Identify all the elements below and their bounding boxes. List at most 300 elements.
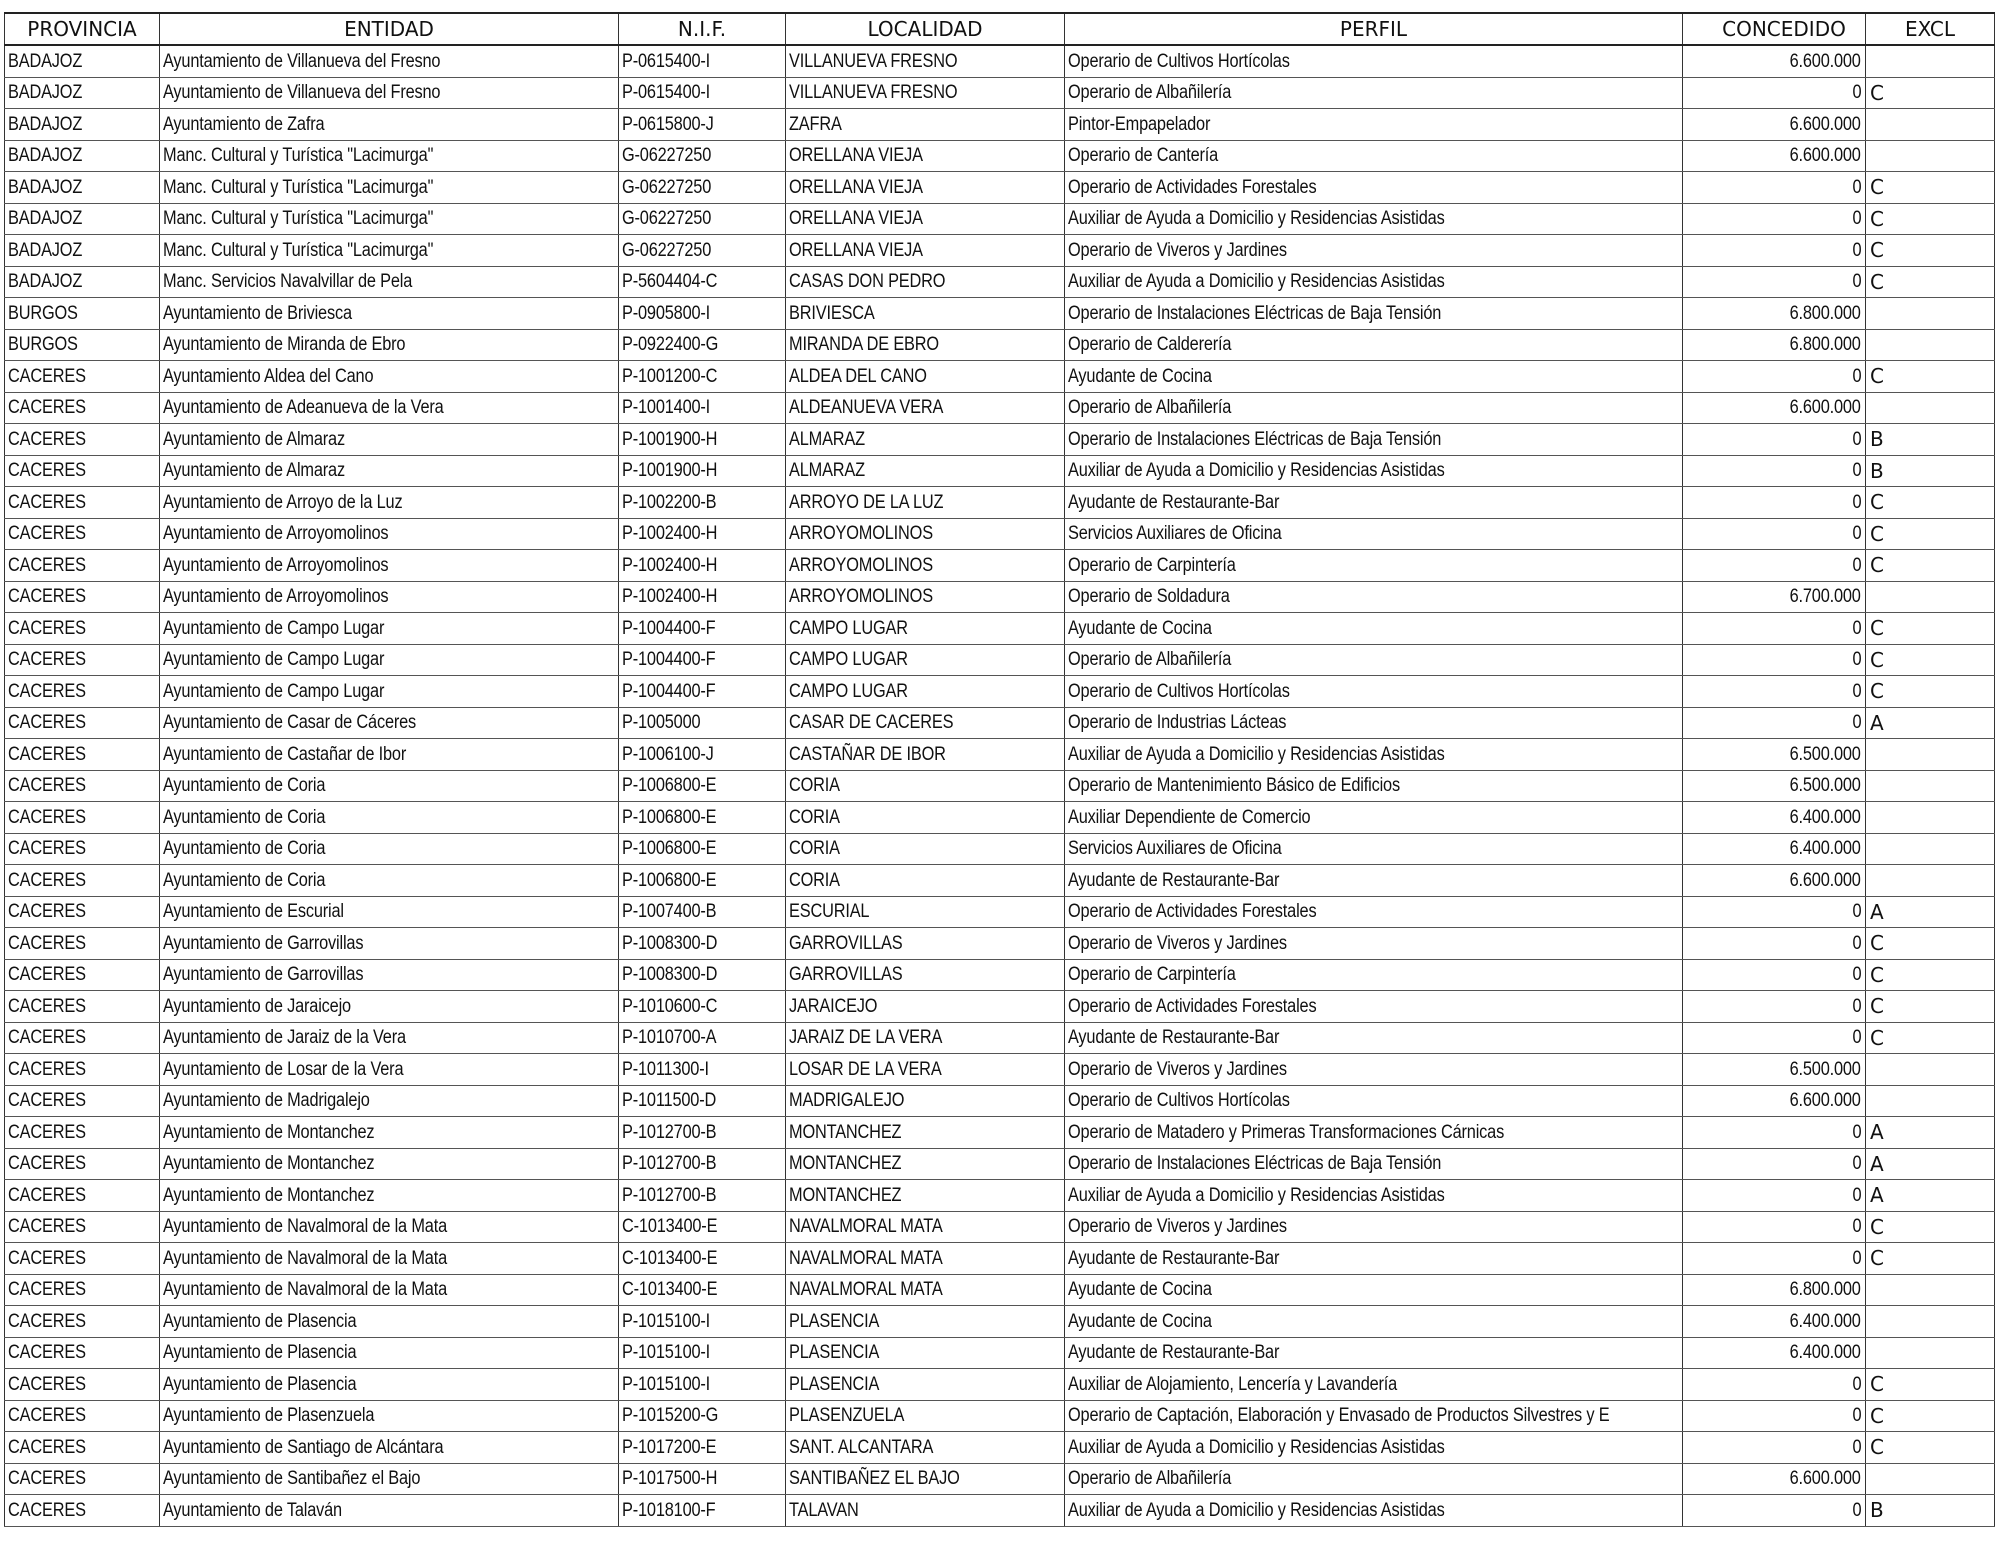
cell-perfil (1065, 109, 1683, 141)
table-body (5, 45, 1995, 1526)
cell-perfil-text: Operario de Carpintería (1068, 554, 1236, 576)
cell-concedido-text: 0 (1852, 460, 1861, 482)
cell-provincia (5, 802, 160, 834)
cell-entidad (160, 928, 619, 960)
cell-concedido-text: 6.500.000 (1789, 1058, 1861, 1080)
cell-nif-text: P-1001200-C (622, 365, 718, 387)
cell-perfil-text: Operario de Cantería (1068, 145, 1219, 167)
cell-nif-text: P-1012700-B (622, 1184, 717, 1206)
cell-concedido-text: 6.600.000 (1789, 1468, 1861, 1490)
cell-entidad-text: Ayuntamiento de Briviesca (163, 302, 352, 324)
cell-localidad (786, 644, 1065, 676)
cell-nif-text: P-1011300-I (622, 1058, 709, 1080)
cell-localidad-text: CASTAÑAR DE IBOR (789, 743, 946, 765)
cell-localidad (786, 109, 1065, 141)
cell-provincia-text: CACERES (8, 1373, 86, 1395)
cell-entidad (160, 1085, 619, 1117)
cell-concedido (1683, 896, 1866, 928)
cell-provincia-text: BADAJOZ (8, 50, 83, 72)
cell-nif-text: P-0615400-I (622, 82, 711, 104)
cell-concedido (1683, 1274, 1866, 1306)
cell-excl: C (1866, 77, 1995, 109)
cell-nif (619, 1085, 786, 1117)
cell-provincia-text: CACERES (8, 1058, 86, 1080)
cell-localidad-text: SANT. ALCANTARA (789, 1436, 934, 1458)
cell-localidad (786, 1274, 1065, 1306)
cell-entidad (160, 140, 619, 172)
cell-concedido (1683, 329, 1866, 361)
cell-nif (619, 1400, 786, 1432)
cell-concedido-text: 6.500.000 (1789, 743, 1861, 765)
cell-localidad (786, 1085, 1065, 1117)
table-row (5, 1211, 1995, 1243)
cell-excl: C (1866, 235, 1995, 267)
cell-provincia-text: CACERES (8, 1436, 86, 1458)
cell-excl: C (1866, 550, 1995, 582)
cell-localidad (786, 329, 1065, 361)
cell-localidad-text: CAMPO LUGAR (789, 649, 908, 671)
cell-entidad (160, 1054, 619, 1086)
cell-localidad-text: ORELLANA VIEJA (789, 176, 923, 198)
cell-provincia-text: CACERES (8, 1090, 86, 1112)
cell-localidad (786, 1211, 1065, 1243)
cell-nif (619, 1306, 786, 1338)
cell-excl: C (1866, 1369, 1995, 1401)
cell-perfil (1065, 1054, 1683, 1086)
cell-nif-text: P-1010600-C (622, 995, 718, 1017)
cell-localidad-text: MONTANCHEZ (789, 1153, 902, 1175)
cell-localidad-text: CAMPO LUGAR (789, 617, 908, 639)
cell-perfil (1065, 518, 1683, 550)
cell-nif (619, 959, 786, 991)
cell-localidad-text: VILLANUEVA FRESNO (789, 82, 958, 104)
table-row (5, 1274, 1995, 1306)
cell-provincia-text: CACERES (8, 838, 86, 860)
table-row (5, 1022, 1995, 1054)
cell-nif-text: P-5604404-C (622, 271, 718, 293)
cell-excl (1866, 1306, 1995, 1338)
cell-perfil (1065, 392, 1683, 424)
cell-concedido-text: 0 (1852, 1405, 1861, 1427)
cell-provincia-text: CACERES (8, 806, 86, 828)
cell-excl: C (1866, 928, 1995, 960)
cell-perfil (1065, 455, 1683, 487)
cell-concedido-text: 0 (1852, 1436, 1861, 1458)
table-row (5, 613, 1995, 645)
cell-entidad-text: Manc. Cultural y Turística "Lacimurga" (163, 208, 434, 230)
cell-concedido (1683, 739, 1866, 771)
cell-localidad-text: GARROVILLAS (789, 932, 903, 954)
cell-concedido-text: 6.400.000 (1789, 838, 1861, 860)
table-row (5, 1306, 1995, 1338)
cell-concedido (1683, 802, 1866, 834)
cell-entidad-text: Ayuntamiento de Arroyomolinos (163, 554, 389, 576)
cell-provincia-text: CACERES (8, 523, 86, 545)
cell-perfil-text: Operario de Carpintería (1068, 964, 1236, 986)
cell-provincia (5, 140, 160, 172)
table-row (5, 392, 1995, 424)
cell-provincia-text: CACERES (8, 743, 86, 765)
cell-nif (619, 1211, 786, 1243)
cell-nif (619, 1337, 786, 1369)
cell-provincia-text: BADAJOZ (8, 145, 83, 167)
cell-nif (619, 928, 786, 960)
cell-localidad (786, 550, 1065, 582)
cell-concedido-text: 6.800.000 (1789, 1279, 1861, 1301)
cell-provincia (5, 172, 160, 204)
cell-perfil-text: Auxiliar de Ayuda a Domicilio y Residencias Asistidas (1068, 460, 1445, 482)
cell-perfil-text: Ayudante de Restaurante-Bar (1068, 1027, 1280, 1049)
cell-nif-text: P-1004400-F (622, 617, 716, 639)
cell-perfil (1065, 1085, 1683, 1117)
cell-perfil-text: Operario de Actividades Forestales (1068, 901, 1317, 923)
cell-concedido (1683, 203, 1866, 235)
cell-nif-text: C-1013400-E (622, 1279, 718, 1301)
cell-entidad (160, 770, 619, 802)
cell-concedido (1683, 1369, 1866, 1401)
cell-perfil-text: Operario de Albañilería (1068, 649, 1232, 671)
cell-excl: C (1866, 613, 1995, 645)
table-row (5, 266, 1995, 298)
cell-provincia (5, 109, 160, 141)
cell-nif (619, 518, 786, 550)
cell-concedido-text: 0 (1852, 1027, 1861, 1049)
cell-nif-text: P-1002200-B (622, 491, 717, 513)
table-row (5, 1432, 1995, 1464)
cell-concedido (1683, 581, 1866, 613)
cell-concedido-text: 0 (1852, 176, 1861, 198)
cell-perfil (1065, 1400, 1683, 1432)
cell-provincia-text: CACERES (8, 554, 86, 576)
cell-localidad-text: ESCURIAL (789, 901, 870, 923)
cell-concedido-text: 0 (1852, 995, 1861, 1017)
cell-perfil-text: Operario de Cultivos Hortícolas (1068, 1090, 1290, 1112)
cell-concedido (1683, 140, 1866, 172)
cell-entidad-text: Ayuntamiento de Plasenzuela (163, 1405, 375, 1427)
cell-concedido (1683, 1180, 1866, 1212)
document-sheet (4, 12, 1994, 1527)
cell-localidad (786, 1400, 1065, 1432)
cell-nif-text: P-1004400-F (622, 649, 716, 671)
cell-concedido-text: 0 (1852, 901, 1861, 923)
cell-perfil (1065, 770, 1683, 802)
cell-perfil (1065, 833, 1683, 865)
cell-perfil-text: Ayudante de Restaurante-Bar (1068, 869, 1280, 891)
cell-concedido (1683, 235, 1866, 267)
cell-entidad (160, 1369, 619, 1401)
cell-excl: C (1866, 266, 1995, 298)
table-row (5, 518, 1995, 550)
cell-concedido (1683, 1211, 1866, 1243)
cell-localidad (786, 1243, 1065, 1275)
cell-entidad-text: Ayuntamiento de Montanchez (163, 1121, 375, 1143)
cell-concedido (1683, 991, 1866, 1023)
cell-perfil-text: Operario de Actividades Forestales (1068, 176, 1317, 198)
cell-provincia (5, 235, 160, 267)
cell-nif (619, 739, 786, 771)
cell-entidad-text: Ayuntamiento de Santibañez el Bajo (163, 1468, 421, 1490)
cell-nif (619, 1463, 786, 1495)
table-row (5, 140, 1995, 172)
cell-localidad (786, 1369, 1065, 1401)
cell-perfil (1065, 235, 1683, 267)
cell-entidad (160, 424, 619, 456)
cell-perfil (1065, 676, 1683, 708)
cell-entidad-text: Ayuntamiento de Navalmoral de la Mata (163, 1216, 447, 1238)
cell-provincia-text: CACERES (8, 1247, 86, 1269)
cell-entidad (160, 298, 619, 330)
cell-perfil-text: Ayudante de Cocina (1068, 365, 1212, 387)
cell-localidad (786, 392, 1065, 424)
cell-nif (619, 644, 786, 676)
cell-entidad-text: Ayuntamiento de Coria (163, 806, 326, 828)
cell-provincia-text: BURGOS (8, 334, 78, 356)
cell-provincia-text: CACERES (8, 1310, 86, 1332)
cell-entidad (160, 896, 619, 928)
cell-localidad-text: PLASENCIA (789, 1342, 880, 1364)
cell-concedido (1683, 424, 1866, 456)
cell-nif (619, 865, 786, 897)
cell-perfil (1065, 991, 1683, 1023)
cell-excl (1866, 739, 1995, 771)
cell-entidad (160, 235, 619, 267)
cell-entidad-text: Ayuntamiento de Miranda de Ebro (163, 334, 406, 356)
cell-nif (619, 676, 786, 708)
cell-concedido-text: 6.700.000 (1789, 586, 1861, 608)
cell-concedido (1683, 487, 1866, 519)
cell-concedido-text: 0 (1852, 932, 1861, 954)
cell-perfil (1065, 1022, 1683, 1054)
cell-excl (1866, 140, 1995, 172)
cell-localidad (786, 1054, 1065, 1086)
cell-concedido-text: 6.400.000 (1789, 806, 1861, 828)
cell-provincia-text: CACERES (8, 1027, 86, 1049)
cell-perfil (1065, 361, 1683, 393)
cell-provincia (5, 1463, 160, 1495)
cell-provincia-text: BADAJOZ (8, 113, 83, 135)
cell-perfil (1065, 928, 1683, 960)
cell-provincia-text: CACERES (8, 932, 86, 954)
cell-entidad-text: Ayuntamiento de Almaraz (163, 460, 345, 482)
cell-localidad-text: JARAICEJO (789, 995, 878, 1017)
cell-entidad-text: Ayuntamiento de Madrigalejo (163, 1090, 370, 1112)
cell-provincia (5, 1085, 160, 1117)
cell-localidad (786, 1306, 1065, 1338)
cell-excl: C (1866, 644, 1995, 676)
cell-perfil-text: Operario de Instalaciones Eléctricas de Baja Tensión (1068, 302, 1442, 324)
cell-nif-text: P-1006100-J (622, 743, 714, 765)
cell-nif-text: P-1002400-H (622, 523, 718, 545)
cell-excl (1866, 298, 1995, 330)
cell-nif-text: C-1013400-E (622, 1247, 718, 1269)
cell-entidad-text: Ayuntamiento de Navalmoral de la Mata (163, 1279, 447, 1301)
cell-provincia (5, 928, 160, 960)
cell-entidad-text: Ayuntamiento de Arroyomolinos (163, 586, 389, 608)
cell-entidad (160, 1180, 619, 1212)
cell-excl: C (1866, 991, 1995, 1023)
cell-localidad (786, 896, 1065, 928)
cell-provincia (5, 896, 160, 928)
cell-nif-text: P-1006800-E (622, 775, 717, 797)
cell-perfil (1065, 1243, 1683, 1275)
cell-provincia-text: CACERES (8, 1342, 86, 1364)
cell-localidad-text: PLASENCIA (789, 1373, 880, 1395)
cell-perfil-text: Operario de Viveros y Jardines (1068, 1058, 1287, 1080)
cell-nif (619, 1432, 786, 1464)
cell-localidad (786, 77, 1065, 109)
cell-entidad-text: Ayuntamiento de Adeanueva de la Vera (163, 397, 444, 419)
table-row (5, 1369, 1995, 1401)
cell-localidad (786, 581, 1065, 613)
cell-provincia (5, 676, 160, 708)
cell-provincia-text: CACERES (8, 1468, 86, 1490)
cell-localidad-text: CORIA (789, 869, 840, 891)
cell-concedido-text: 6.600.000 (1789, 113, 1861, 135)
cell-provincia-text: BADAJOZ (8, 176, 83, 198)
cell-provincia-text: CACERES (8, 869, 86, 891)
cell-concedido (1683, 644, 1866, 676)
cell-nif (619, 1117, 786, 1149)
table-row (5, 172, 1995, 204)
cell-nif-text: P-1011500-D (622, 1090, 717, 1112)
cell-localidad (786, 739, 1065, 771)
cell-nif-text: P-1017500-H (622, 1468, 718, 1490)
cell-nif (619, 266, 786, 298)
cell-provincia (5, 1400, 160, 1432)
cell-entidad-text: Ayuntamiento de Montanchez (163, 1184, 375, 1206)
cell-perfil-text: Auxiliar de Ayuda a Domicilio y Residencias Asistidas (1068, 271, 1445, 293)
cell-provincia (5, 770, 160, 802)
cell-concedido (1683, 392, 1866, 424)
cell-nif (619, 392, 786, 424)
table-row (5, 455, 1995, 487)
cell-concedido (1683, 518, 1866, 550)
cell-perfil (1065, 424, 1683, 456)
cell-entidad (160, 991, 619, 1023)
cell-nif (619, 896, 786, 928)
cell-entidad (160, 361, 619, 393)
cell-nif-text: G-06227250 (622, 239, 712, 261)
cell-concedido (1683, 298, 1866, 330)
cell-entidad-text: Ayuntamiento de Arroyomolinos (163, 523, 389, 545)
cell-perfil (1065, 172, 1683, 204)
cell-excl (1866, 865, 1995, 897)
cell-excl (1866, 1463, 1995, 1495)
cell-concedido-text: 0 (1852, 1499, 1861, 1521)
cell-provincia-text: CACERES (8, 1499, 86, 1521)
cell-nif-text: G-06227250 (622, 208, 712, 230)
cell-perfil-text: Ayudante de Cocina (1068, 1279, 1212, 1301)
cell-entidad (160, 865, 619, 897)
cell-excl: C (1866, 959, 1995, 991)
cell-perfil (1065, 329, 1683, 361)
cell-entidad (160, 1432, 619, 1464)
cell-provincia (5, 45, 160, 77)
cell-nif (619, 1495, 786, 1527)
cell-perfil-text: Operario de Albañilería (1068, 82, 1232, 104)
table-row (5, 1337, 1995, 1369)
cell-entidad (160, 1463, 619, 1495)
cell-localidad-text: CAMPO LUGAR (789, 680, 908, 702)
cell-localidad-text: MONTANCHEZ (789, 1121, 902, 1143)
cell-concedido (1683, 1054, 1866, 1086)
cell-concedido-text: 0 (1852, 554, 1861, 576)
cell-concedido (1683, 833, 1866, 865)
cell-perfil (1065, 581, 1683, 613)
table-row (5, 1148, 1995, 1180)
cell-provincia-text: CACERES (8, 775, 86, 797)
cell-concedido (1683, 109, 1866, 141)
cell-provincia-text: CACERES (8, 1184, 86, 1206)
cell-localidad (786, 1117, 1065, 1149)
header-entidad: ENTIDAD (160, 13, 619, 45)
cell-concedido-text: 6.800.000 (1789, 334, 1861, 356)
cell-entidad (160, 1400, 619, 1432)
cell-nif-text: P-1018100-F (622, 1499, 716, 1521)
cell-localidad-text: CORIA (789, 806, 840, 828)
table-row (5, 865, 1995, 897)
cell-excl: C (1866, 1211, 1995, 1243)
cell-localidad-text: ZAFRA (789, 113, 842, 135)
cell-excl (1866, 581, 1995, 613)
cell-excl: A (1866, 1148, 1995, 1180)
cell-perfil (1065, 613, 1683, 645)
cell-excl (1866, 802, 1995, 834)
cell-nif-text: P-0922400-G (622, 334, 719, 356)
cell-provincia-text: CACERES (8, 460, 86, 482)
cell-perfil-text: Ayudante de Cocina (1068, 617, 1212, 639)
cell-entidad (160, 77, 619, 109)
cell-localidad (786, 1337, 1065, 1369)
cell-excl: B (1866, 1495, 1995, 1527)
cell-excl (1866, 1337, 1995, 1369)
cell-concedido (1683, 1117, 1866, 1149)
cell-provincia-text: CACERES (8, 964, 86, 986)
cell-concedido-text: 0 (1852, 491, 1861, 513)
cell-entidad (160, 45, 619, 77)
cell-localidad-text: ORELLANA VIEJA (789, 239, 923, 261)
cell-concedido (1683, 707, 1866, 739)
cell-entidad (160, 550, 619, 582)
cell-excl (1866, 392, 1995, 424)
cell-entidad-text: Manc. Cultural y Turística "Lacimurga" (163, 239, 434, 261)
cell-provincia-text: CACERES (8, 995, 86, 1017)
cell-concedido-text: 0 (1852, 1216, 1861, 1238)
cell-localidad (786, 487, 1065, 519)
cell-concedido-text: 0 (1852, 1121, 1861, 1143)
cell-concedido (1683, 172, 1866, 204)
cell-perfil (1065, 707, 1683, 739)
cell-entidad (160, 329, 619, 361)
cell-concedido (1683, 1432, 1866, 1464)
header-row (5, 13, 1995, 45)
cell-perfil-text: Operario de Cultivos Hortícolas (1068, 680, 1290, 702)
cell-provincia (5, 487, 160, 519)
cell-perfil-text: Operario de Matadero y Primeras Transformaciones Cárnicas (1068, 1121, 1505, 1143)
cell-provincia-text: BADAJOZ (8, 271, 83, 293)
cell-perfil-text: Ayudante de Restaurante-Bar (1068, 1247, 1280, 1269)
cell-nif-text: P-1015100-I (622, 1373, 711, 1395)
cell-provincia (5, 707, 160, 739)
cell-localidad-text: ARROYOMOLINOS (789, 554, 933, 576)
cell-provincia (5, 361, 160, 393)
cell-concedido-text: 0 (1852, 271, 1861, 293)
cell-localidad (786, 833, 1065, 865)
cell-nif-text: P-0905800-I (622, 302, 711, 324)
cell-perfil-text: Operario de Viveros y Jardines (1068, 239, 1287, 261)
cell-entidad-text: Ayuntamiento de Montanchez (163, 1153, 375, 1175)
cell-concedido-text: 6.600.000 (1789, 1090, 1861, 1112)
